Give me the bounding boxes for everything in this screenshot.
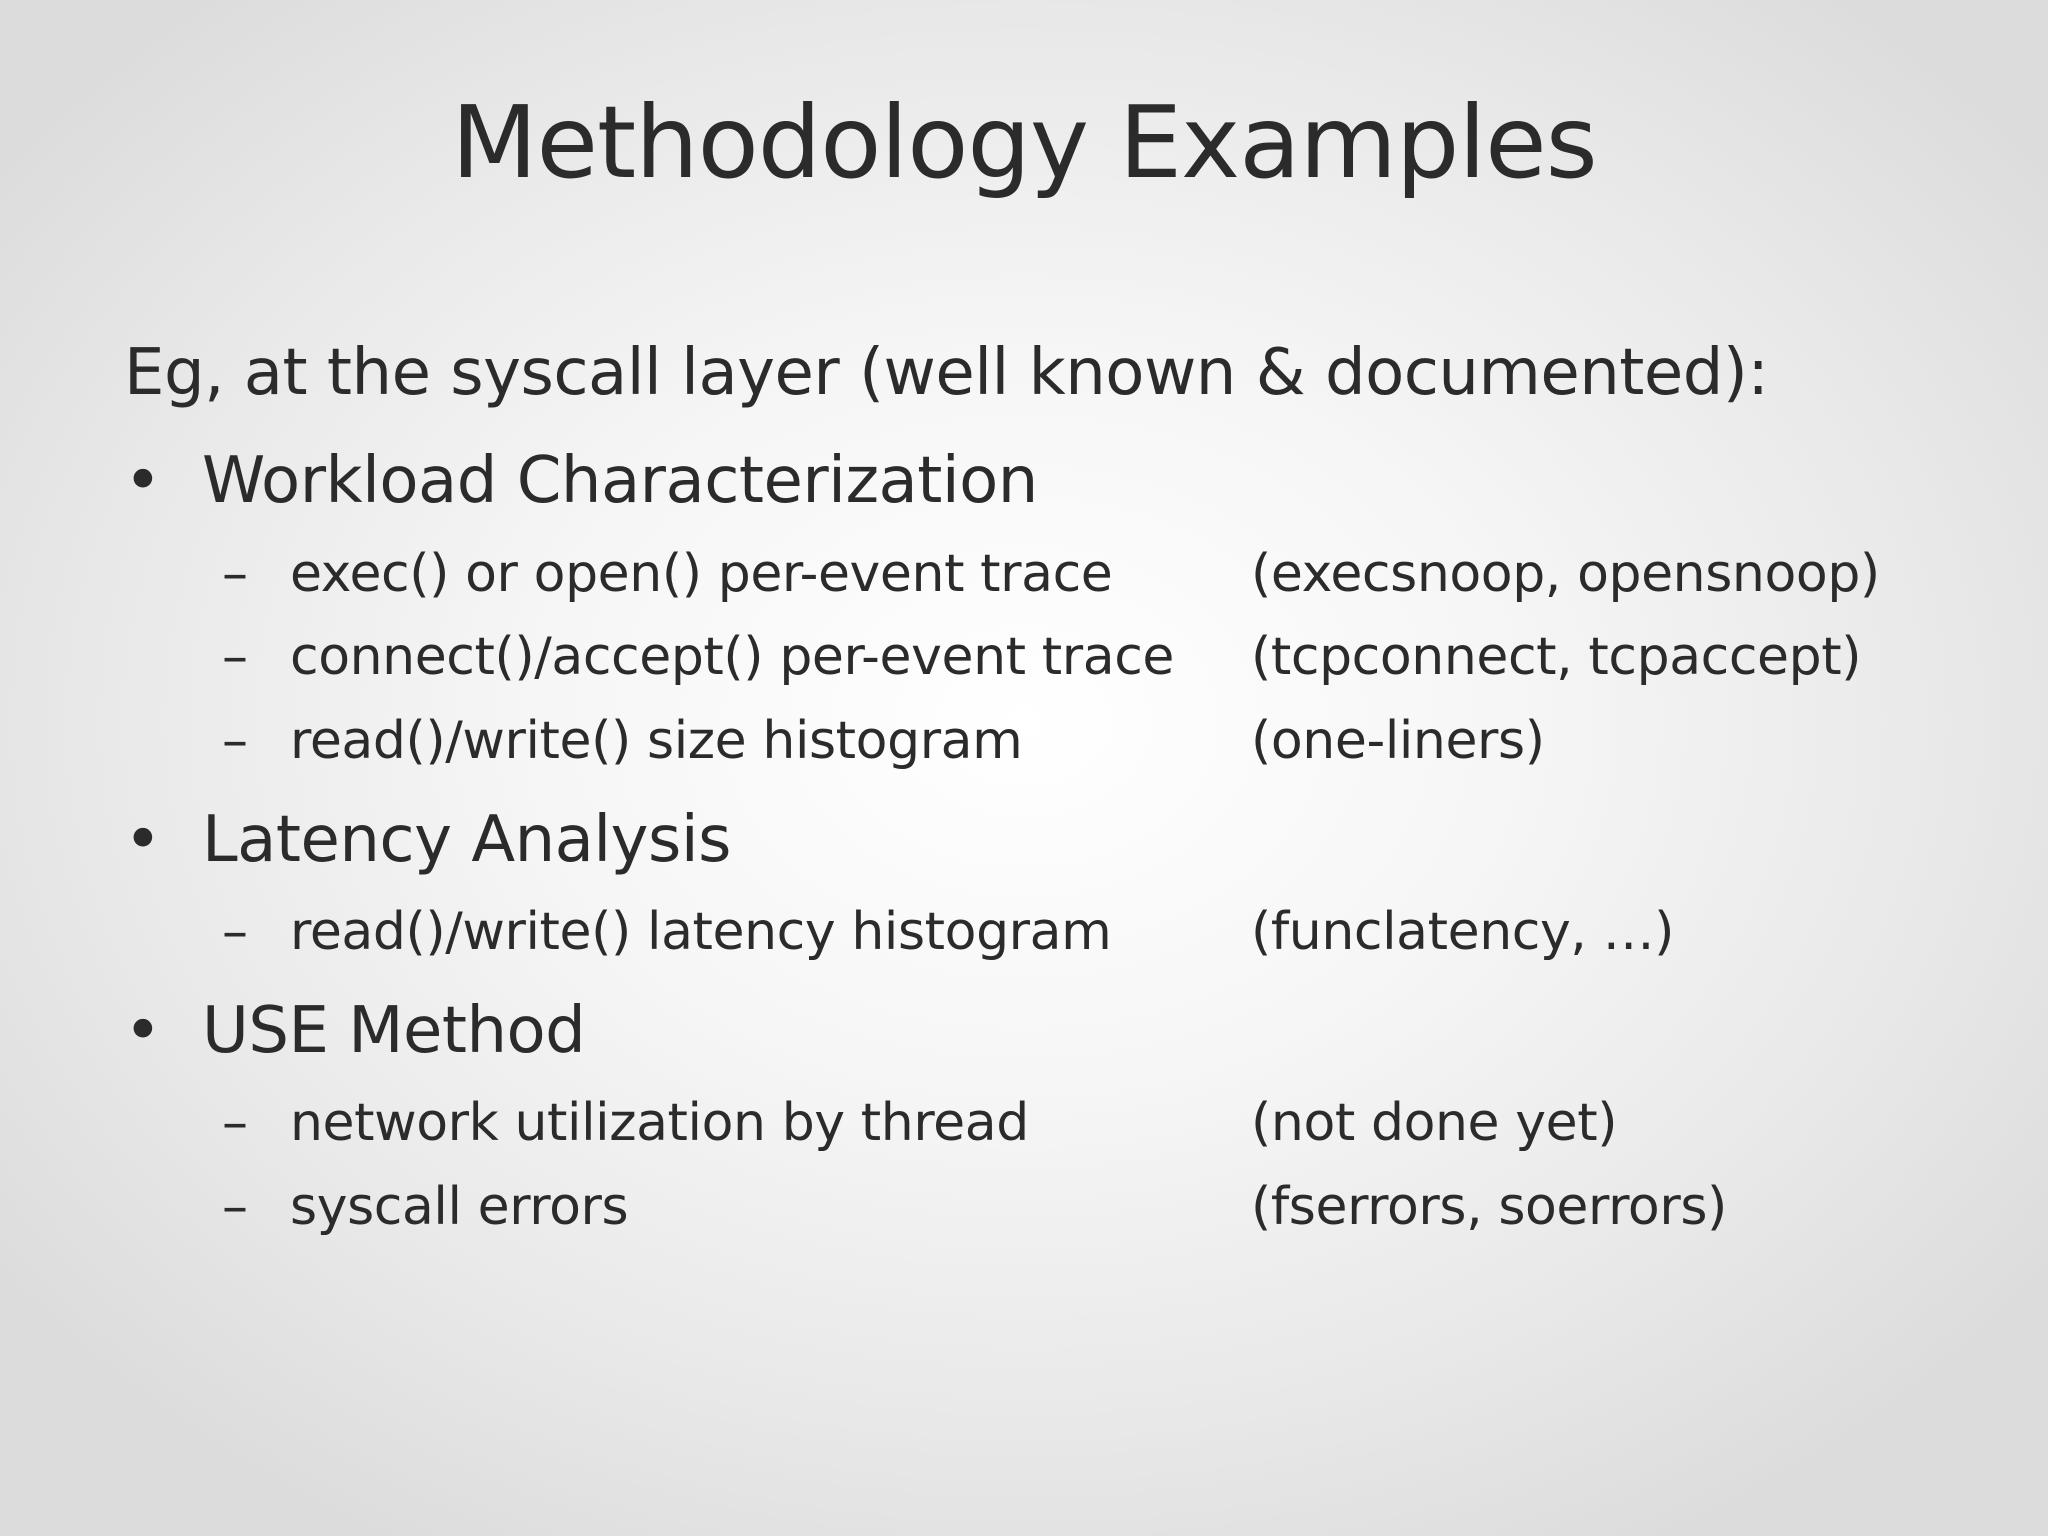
slide-title: Methodology Examples <box>451 84 1597 201</box>
dash-marker: – <box>222 627 248 687</box>
bullet-use-method <box>124 993 585 1069</box>
sub-item-tools: (tcpconnect, tcpaccept) <box>1251 627 1862 687</box>
sub-item <box>222 710 1022 772</box>
sub-item-tools: (funclatency, …) <box>1251 902 1675 962</box>
dash-marker: – <box>222 544 248 604</box>
bullet-heading: Workload Characterization <box>202 444 1038 518</box>
sub-item-text: read()/write() size histogram <box>290 711 1023 771</box>
sub-item-tools: (execsnoop, opensnoop) <box>1251 544 1880 604</box>
sub-item <box>222 626 1174 688</box>
dash-marker: – <box>222 711 248 771</box>
intro-line: Eg, at the syscall layer (well known & documented): <box>124 336 1769 410</box>
bullet-marker: • <box>124 803 162 877</box>
bullet-workload-characterization <box>124 443 1038 519</box>
bullet-marker: • <box>124 994 162 1068</box>
bullet-latency-analysis <box>124 802 731 878</box>
sub-item-tools: (not done yet) <box>1251 1093 1618 1153</box>
sub-item-tools: (one-liners) <box>1251 711 1545 771</box>
sub-item-tools: (fserrors, soerrors) <box>1251 1177 1727 1237</box>
bullet-marker: • <box>124 444 162 518</box>
sub-item-text: network utilization by thread <box>290 1093 1029 1153</box>
dash-marker: – <box>222 902 248 962</box>
sub-item <box>222 543 1112 605</box>
dash-marker: – <box>222 1177 248 1237</box>
sub-item <box>222 1092 1029 1154</box>
sub-item-text: syscall errors <box>290 1177 629 1237</box>
sub-item-text: exec() or open() per-event trace <box>290 544 1113 604</box>
sub-item <box>222 901 1111 963</box>
sub-item-text: connect()/accept() per-event trace <box>290 627 1174 687</box>
bullet-heading: Latency Analysis <box>202 803 731 877</box>
sub-item <box>222 1176 628 1238</box>
sub-item-text: read()/write() latency histogram <box>290 902 1112 962</box>
dash-marker: – <box>222 1093 248 1153</box>
bullet-heading: USE Method <box>202 994 586 1068</box>
